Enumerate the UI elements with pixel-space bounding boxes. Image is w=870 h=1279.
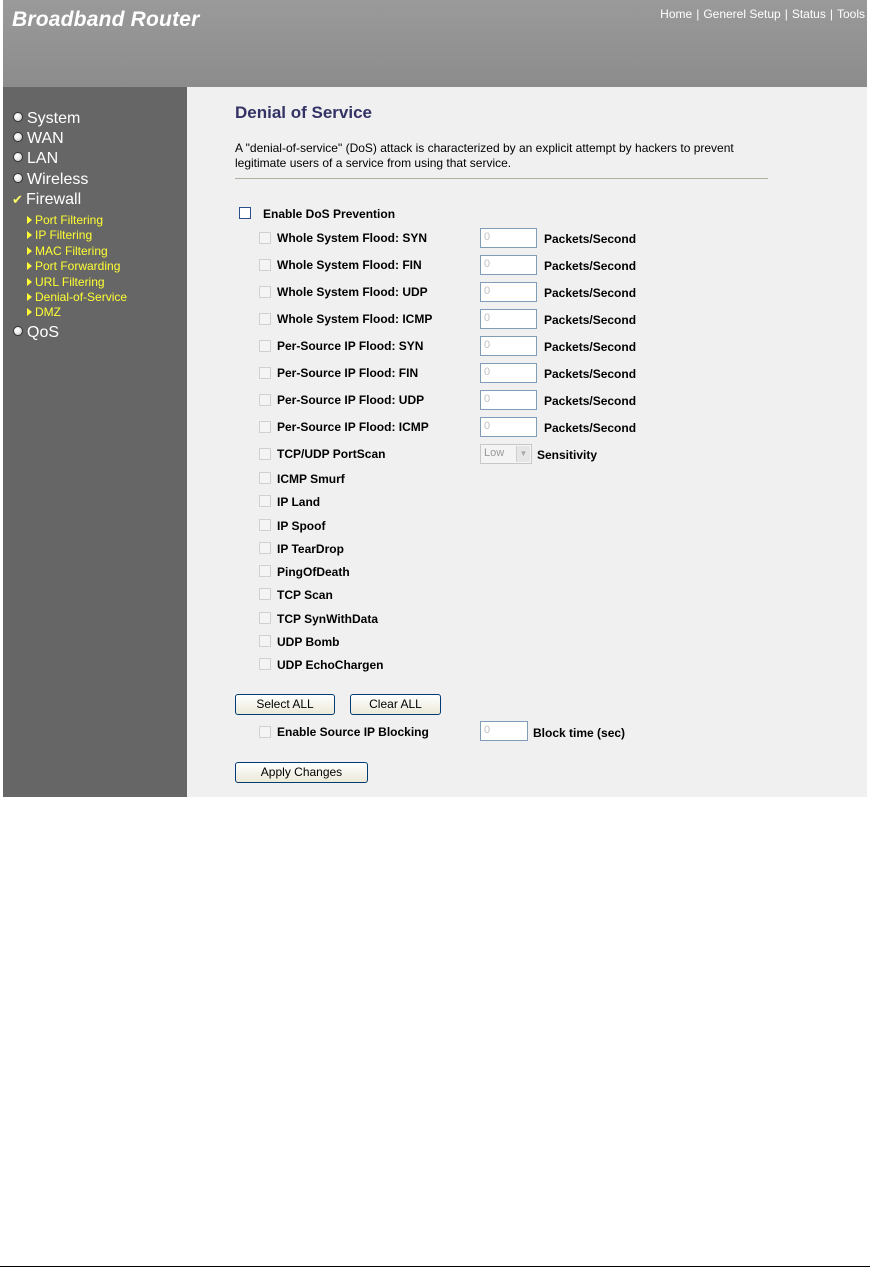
checkmark-icon: ✔ [12,192,23,207]
flood-checkbox[interactable] [259,286,271,298]
flood-threshold-input[interactable]: 0 [480,417,537,437]
nav-home[interactable]: Home [660,7,693,21]
flood-threshold-input[interactable]: 0 [480,390,537,410]
flood-threshold-input[interactable]: 0 [480,228,537,248]
flood-row [187,417,867,437]
option-row [187,655,867,675]
option-checkbox[interactable] [259,519,271,531]
flood-unit: Packets/Second [544,313,637,327]
flood-checkbox[interactable] [259,232,271,244]
option-label: PingOfDeath [277,565,350,579]
clear-all-button[interactable]: Clear ALL [350,694,441,715]
option-row [187,492,867,512]
sidebar-item-wireless[interactable]: Wireless [13,170,88,190]
bullet-icon [13,173,23,183]
option-label: UDP Bomb [277,635,340,649]
option-checkbox[interactable] [259,472,271,484]
flood-unit: Packets/Second [544,259,637,273]
sidebar-item-firewall[interactable]: ✔ Firewall [12,191,82,208]
flood-threshold-input[interactable]: 0 [480,363,537,383]
block-time-label: Block time (sec) [533,726,626,740]
sidebar [3,87,187,797]
page-title: Denial of Service [235,103,373,122]
option-label: TCP SynWithData [277,612,379,626]
nav-tools[interactable]: Tools [836,7,865,21]
sidebar-subitem-denial-of-service[interactable]: Denial-of-Service [27,290,127,305]
brand-title: Broadband Router [12,8,200,31]
flood-label: Per-Source IP Flood: ICMP [277,420,429,434]
content-panel [187,87,867,797]
flood-label: Whole System Flood: UDP [277,285,428,299]
enable-dos-label: Enable DoS Prevention [263,207,396,221]
flood-label: Whole System Flood: ICMP [277,312,433,326]
option-row [187,632,867,652]
option-row [187,516,867,536]
enable-dos-row [187,206,867,226]
top-nav: Home | Generel Setup | Status | Tools [660,7,865,21]
sidebar-subitem-mac-filtering[interactable]: MAC Filtering [27,244,108,259]
router-frame [3,0,867,797]
flood-row [187,363,867,383]
flood-row [187,309,867,329]
sensitivity-select-value: Low [484,447,505,459]
flood-unit: Packets/Second [544,340,637,354]
flood-checkbox[interactable] [259,313,271,325]
sidebar-subitem-url-filtering[interactable]: URL Filtering [27,275,105,290]
flood-label: Whole System Flood: SYN [277,231,428,245]
option-row [187,585,867,605]
sidebar-item-qos[interactable]: QoS [13,323,59,343]
option-row [187,609,867,629]
option-label: IP TearDrop [277,542,344,556]
flood-row [187,282,867,302]
block-row [187,721,867,741]
flood-label: Per-Source IP Flood: SYN [277,339,424,353]
flood-unit: Packets/Second [544,394,637,408]
flood-row [187,255,867,275]
option-checkbox[interactable] [259,588,271,600]
option-label: IP Land [277,495,321,509]
flood-checkbox[interactable] [259,421,271,433]
block-label: Enable Source IP Blocking [277,725,429,739]
triangle-right-icon [27,216,32,224]
flood-checkbox[interactable] [259,367,271,379]
page-description: A "denial-of-service" (DoS) attack is characterized by an explicit attempt by hackers to prevent legitimate users of a service from using that service. [235,141,734,170]
block-time-input[interactable]: 0 [480,721,528,741]
flood-unit: Packets/Second [544,232,637,246]
enable-dos-checkbox[interactable] [239,207,251,219]
apply-changes-button[interactable]: Apply Changes [235,762,368,783]
sidebar-subitem-port-filtering[interactable]: Port Filtering [27,213,103,228]
option-row [187,539,867,559]
option-label: UDP EchoChargen [277,658,384,672]
page-bottom-rule [0,1266,870,1267]
portscan-checkbox[interactable] [259,448,271,460]
flood-row [187,228,867,248]
triangle-right-icon [27,247,32,255]
flood-threshold-input[interactable]: 0 [480,309,537,329]
header-bar [3,0,867,87]
select-all-button[interactable]: Select ALL [235,694,335,715]
triangle-right-icon [27,293,32,301]
flood-threshold-input[interactable]: 0 [480,282,537,302]
option-label: IP Spoof [277,519,326,533]
option-checkbox[interactable] [259,635,271,647]
option-row [187,562,867,582]
portscan-label: TCP/UDP PortScan [277,447,386,461]
option-label: ICMP Smurf [277,472,345,486]
portscan-row [187,444,867,464]
flood-row [187,390,867,410]
triangle-right-icon [27,231,32,239]
triangle-right-icon [27,308,32,316]
bullet-icon [13,132,23,142]
flood-checkbox[interactable] [259,259,271,271]
nav-status[interactable]: Status [791,7,826,21]
sidebar-subitem-ip-filtering[interactable]: IP Filtering [27,228,92,243]
sensitivity-label: Sensitivity [537,448,598,462]
option-checkbox[interactable] [259,495,271,507]
flood-row [187,336,867,356]
triangle-right-icon [27,262,32,270]
flood-label: Whole System Flood: FIN [277,258,422,272]
sidebar-item-wan[interactable]: WAN [13,129,64,149]
bullet-icon [13,152,23,162]
flood-threshold-input[interactable]: 0 [480,336,537,356]
option-checkbox[interactable] [259,542,271,554]
flood-checkbox[interactable] [259,394,271,406]
sidebar-item-lan[interactable]: LAN [13,149,58,169]
sidebar-item-system[interactable]: System [13,109,80,129]
flood-threshold-input[interactable]: 0 [480,255,537,275]
flood-label: Per-Source IP Flood: FIN [277,366,419,380]
nav-general-setup[interactable]: Generel Setup [703,7,781,21]
option-checkbox[interactable] [259,658,271,670]
option-label: TCP Scan [277,588,333,602]
sidebar-subitem-dmz[interactable]: DMZ [27,305,61,320]
flood-unit: Packets/Second [544,286,637,300]
flood-unit: Packets/Second [544,421,637,435]
option-row [187,469,867,489]
flood-label: Per-Source IP Flood: UDP [277,393,425,407]
triangle-right-icon [27,278,32,286]
sensitivity-select[interactable] [480,444,532,464]
divider [235,178,768,179]
chevron-down-icon: ▼ [516,446,530,462]
flood-checkbox[interactable] [259,340,271,352]
bullet-icon [13,326,23,336]
sidebar-subitem-port-forwarding[interactable]: Port Forwarding [27,259,120,274]
block-checkbox[interactable] [259,726,271,738]
option-checkbox[interactable] [259,565,271,577]
option-checkbox[interactable] [259,612,271,624]
bullet-icon [13,112,23,122]
flood-unit: Packets/Second [544,367,637,381]
